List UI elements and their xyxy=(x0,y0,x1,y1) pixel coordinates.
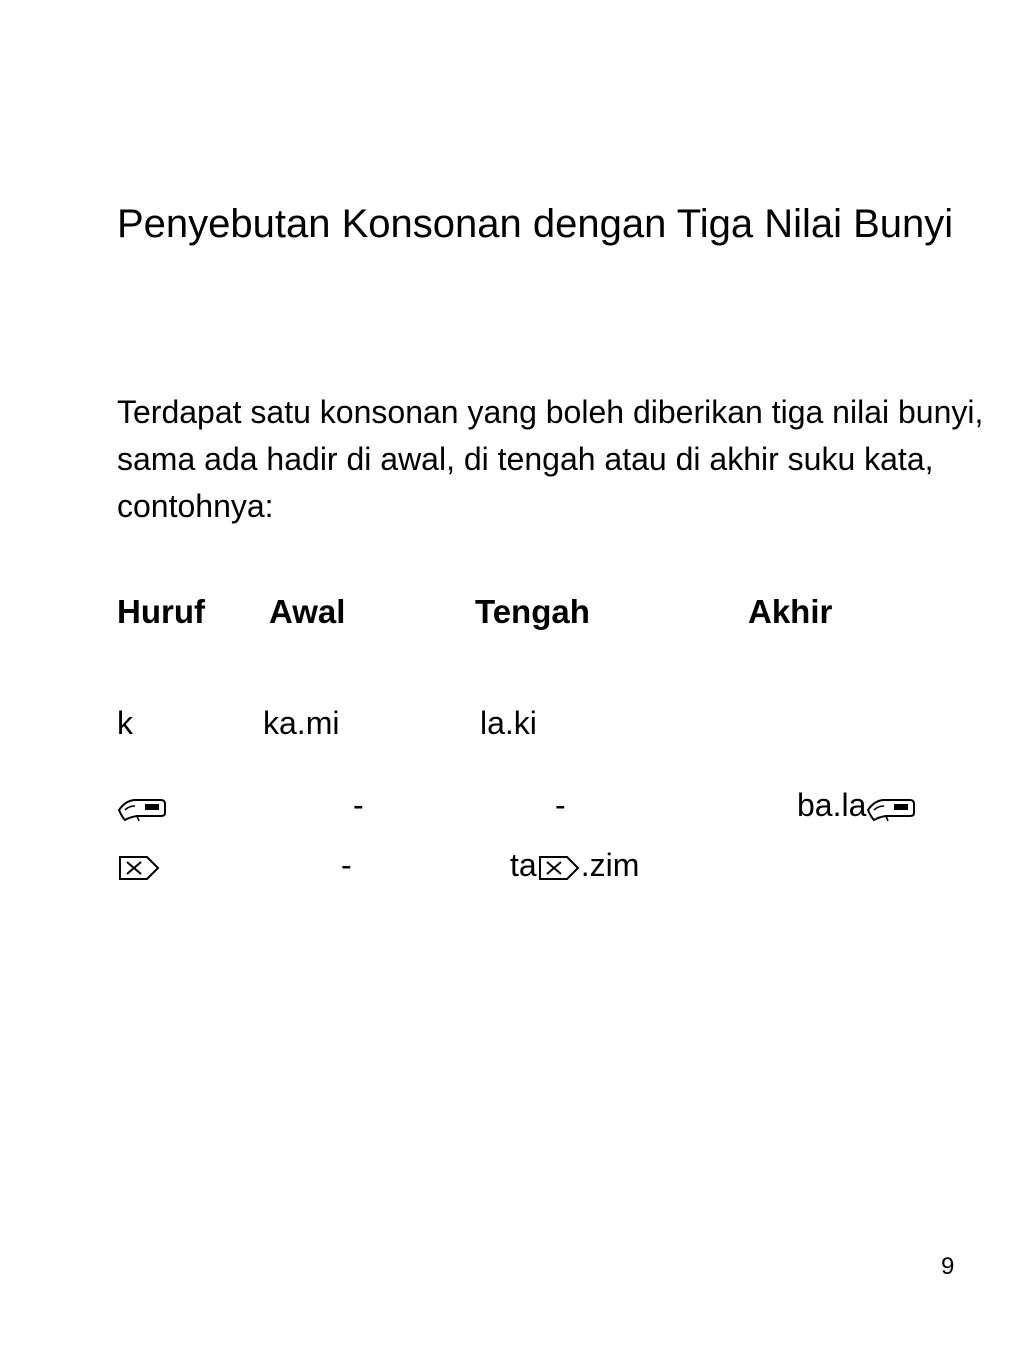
page-number: 9 xyxy=(941,1253,955,1280)
row3-huruf xyxy=(117,845,161,885)
writing-hand-symbol-icon xyxy=(866,793,918,823)
row3-tengah xyxy=(510,845,639,885)
header-tengah: Tengah xyxy=(475,593,590,630)
row3-awal: - xyxy=(341,847,352,883)
row2-tengah: - xyxy=(555,787,566,823)
row3-tengah-prefix: ta xyxy=(510,847,537,883)
writing-hand-symbol-icon xyxy=(117,793,169,823)
header-awal: Awal xyxy=(269,593,346,630)
x-box-symbol-icon xyxy=(117,853,161,883)
slide-title: Penyebutan Konsonan dengan Tiga Nilai Bunyi xyxy=(117,202,954,246)
row1-huruf: k xyxy=(117,705,133,741)
row1-awal: ka.mi xyxy=(263,705,340,741)
header-akhir: Akhir xyxy=(748,593,833,630)
row2-awal: - xyxy=(353,787,364,823)
slide-body-text: Terdapat satu konsonan yang boleh diberikan tiga nilai bunyi, sama ada hadir di awal, di tengah atau di akhir suku kata, contohnya: xyxy=(117,394,984,524)
row2-huruf xyxy=(117,785,169,825)
x-box-symbol-icon xyxy=(537,853,581,883)
row2-akhir-text: ba.la xyxy=(797,787,867,823)
row2-akhir xyxy=(797,785,918,825)
row1-tengah: la.ki xyxy=(480,705,537,741)
header-huruf: Huruf xyxy=(117,593,205,630)
row3-tengah-suffix: .zim xyxy=(580,847,640,883)
